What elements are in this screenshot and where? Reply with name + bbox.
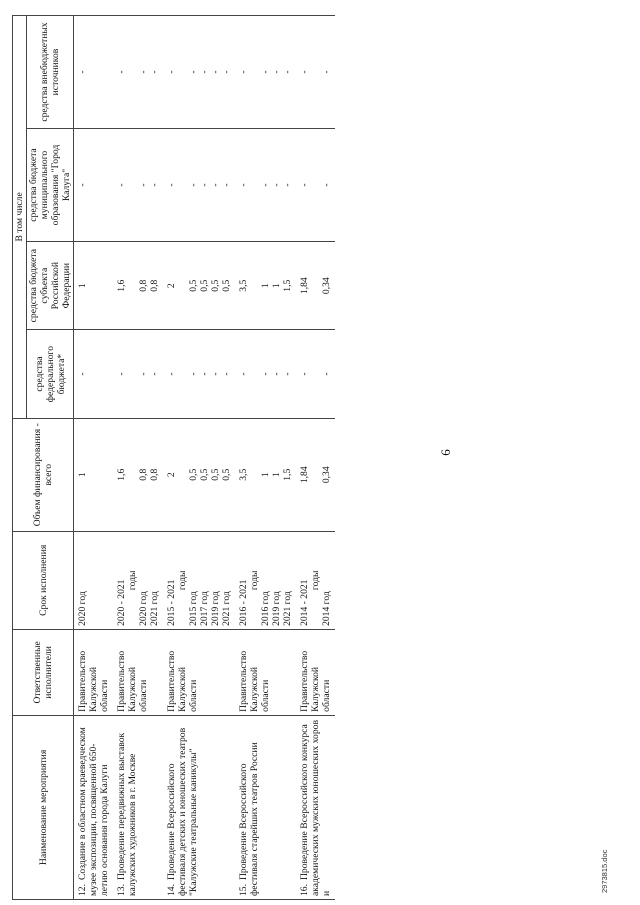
row-name: Создание в областном краеведческом музее экспозиции, посвященной 650-летию основания города Калуги xyxy=(77,727,110,896)
row-regional: 0,5 xyxy=(188,279,199,292)
row-total: 0,34 xyxy=(321,466,332,484)
row-regional: 0,8 xyxy=(149,279,160,292)
row-federal: - xyxy=(271,372,282,376)
row-regional: 0,5 xyxy=(199,279,210,292)
row-term: годы xyxy=(127,570,138,591)
row-federal: - xyxy=(238,372,249,376)
row-total: 0,5 xyxy=(210,468,221,481)
row-regional: 3,5 xyxy=(238,279,249,292)
row-federal: - xyxy=(299,372,310,376)
row-term: 2019 год xyxy=(210,591,221,626)
document-id: 2973815.doc xyxy=(600,849,609,893)
row-name: Проведение Всероссийского фестиваля старейших театров России xyxy=(238,742,260,896)
row-term: годы xyxy=(249,570,260,591)
row-extrabudget: - xyxy=(116,70,127,74)
header-extrabudget: средства внебюджетных источников xyxy=(27,16,74,129)
row-name: Проведение Всероссийского конкурса академических мужских юношеских хоров и xyxy=(299,720,332,896)
row-total: 0,5 xyxy=(188,468,199,481)
row-term: годы xyxy=(310,570,321,591)
row-term: 2020 год xyxy=(138,591,149,626)
row-regional: 1,6 xyxy=(116,279,127,292)
row-number: 16. xyxy=(299,884,310,896)
row-term: 2020 год xyxy=(77,591,88,626)
row-total: 0,8 xyxy=(149,468,160,481)
row-municipal: - xyxy=(238,183,249,187)
row-federal: - xyxy=(138,372,149,376)
row-extrabudget: - xyxy=(321,70,332,74)
row-regional: 0,5 xyxy=(210,279,221,292)
row-federal: - xyxy=(199,372,210,376)
row-regional: 0,8 xyxy=(138,279,149,292)
row-municipal: - xyxy=(116,183,127,187)
row-total: 1 xyxy=(77,472,88,478)
row-executor: Правительство Калужской области xyxy=(235,629,296,715)
row-extrabudget: - xyxy=(199,70,210,74)
row-number: 13. xyxy=(116,884,127,896)
row-term: 2015 - 2021 xyxy=(166,579,177,626)
row-federal: - xyxy=(188,372,199,376)
row-total: 2 xyxy=(166,472,177,478)
row-federal: - xyxy=(77,372,88,376)
row-federal: - xyxy=(166,372,177,376)
row-extrabudget: - xyxy=(210,70,221,74)
row-regional: 1 xyxy=(260,283,271,289)
row-term: годы xyxy=(177,570,188,591)
row-municipal: - xyxy=(221,183,232,187)
row-regional: 1 xyxy=(271,283,282,289)
row-number: 15. xyxy=(238,884,249,896)
row-regional: 2 xyxy=(166,283,177,289)
table-row xyxy=(296,16,335,900)
row-term: 2017 год xyxy=(199,591,210,626)
row-executor: Правительство Калужской области xyxy=(296,629,335,715)
row-term: 2015 год xyxy=(188,591,199,626)
row-municipal: - xyxy=(149,183,160,187)
row-executor: Правительство Калужской области xyxy=(113,629,163,715)
row-regional: 1,5 xyxy=(282,279,293,292)
header-federal: средства федерального бюджета* xyxy=(27,330,74,418)
header-name: Наименование мероприятия xyxy=(13,715,74,899)
row-term: 2021 год xyxy=(149,591,160,626)
row-number: 12. xyxy=(77,884,88,896)
row-extrabudget: - xyxy=(238,70,249,74)
row-number: 14. xyxy=(166,884,177,896)
row-extrabudget: - xyxy=(166,70,177,74)
row-total: 0,5 xyxy=(221,468,232,481)
row-total: 0,5 xyxy=(199,468,210,481)
row-total: 1,6 xyxy=(116,468,127,481)
page-number: 6 xyxy=(438,449,453,456)
row-municipal: - xyxy=(199,183,210,187)
measures-table xyxy=(12,15,335,900)
row-name: Проведение передвижных выставок калужских художников в г. Москве xyxy=(116,732,138,896)
row-term: 2016 - 2021 xyxy=(238,579,249,626)
row-municipal: - xyxy=(188,183,199,187)
row-extrabudget: - xyxy=(221,70,232,74)
row-extrabudget: - xyxy=(149,70,160,74)
row-term: 2019 год xyxy=(271,591,282,626)
row-term: 2014 год xyxy=(321,591,332,626)
row-federal: - xyxy=(321,372,332,376)
row-extrabudget: - xyxy=(271,70,282,74)
table-row xyxy=(74,16,114,900)
row-municipal: - xyxy=(138,183,149,187)
row-extrabudget: - xyxy=(77,70,88,74)
row-extrabudget: - xyxy=(188,70,199,74)
row-total: 1 xyxy=(260,472,271,478)
row-executor: Правительство Калужской области xyxy=(74,629,114,715)
table-row xyxy=(163,16,235,900)
row-federal: - xyxy=(210,372,221,376)
row-total: 0,8 xyxy=(138,468,149,481)
row-extrabudget: - xyxy=(260,70,271,74)
row-name: Проведение Всероссийского фестиваля детских и юношеских театров "Калужские театральные каникулы" xyxy=(166,727,199,896)
header-term: Срок исполнения xyxy=(13,531,74,629)
row-federal: - xyxy=(149,372,160,376)
row-regional: 0,34 xyxy=(321,277,332,295)
header-regional: средства бюджета субъекта Российской Федерации xyxy=(27,241,74,329)
row-federal: - xyxy=(282,372,293,376)
row-municipal: - xyxy=(166,183,177,187)
row-federal: - xyxy=(260,372,271,376)
row-municipal: - xyxy=(282,183,293,187)
row-executor: Правительство Калужской области xyxy=(163,629,235,715)
row-municipal: - xyxy=(299,183,310,187)
row-total: 1,84 xyxy=(299,466,310,484)
row-extrabudget: - xyxy=(282,70,293,74)
row-municipal: - xyxy=(321,183,332,187)
row-regional: 1 xyxy=(77,283,88,289)
header-municipal: средства бюджета муниципального образования "Город Калуга" xyxy=(27,129,74,242)
row-municipal: - xyxy=(210,183,221,187)
row-term: 2016 год xyxy=(260,591,271,626)
row-extrabudget: - xyxy=(299,70,310,74)
row-total: 3,5 xyxy=(238,468,249,481)
row-term: 2021 год xyxy=(221,591,232,626)
row-extrabudget: - xyxy=(138,70,149,74)
row-federal: - xyxy=(221,372,232,376)
row-regional: 0,5 xyxy=(221,279,232,292)
row-total: 1,5 xyxy=(282,468,293,481)
header-including: В том числе xyxy=(13,16,27,419)
row-municipal: - xyxy=(77,183,88,187)
table-row xyxy=(235,16,296,900)
row-term: 2014 - 2021 xyxy=(299,579,310,626)
row-federal: - xyxy=(116,372,127,376)
row-regional: 1,84 xyxy=(299,277,310,295)
row-term: 2020 - 2021 xyxy=(116,579,127,626)
header-executors: Ответственные исполнители xyxy=(13,629,74,715)
row-municipal: - xyxy=(260,183,271,187)
header-total: Объем финансирования - всего xyxy=(13,418,74,531)
row-municipal: - xyxy=(271,183,282,187)
row-total: 1 xyxy=(271,472,282,478)
table-row xyxy=(113,16,163,900)
row-term: 2021 год xyxy=(282,591,293,626)
